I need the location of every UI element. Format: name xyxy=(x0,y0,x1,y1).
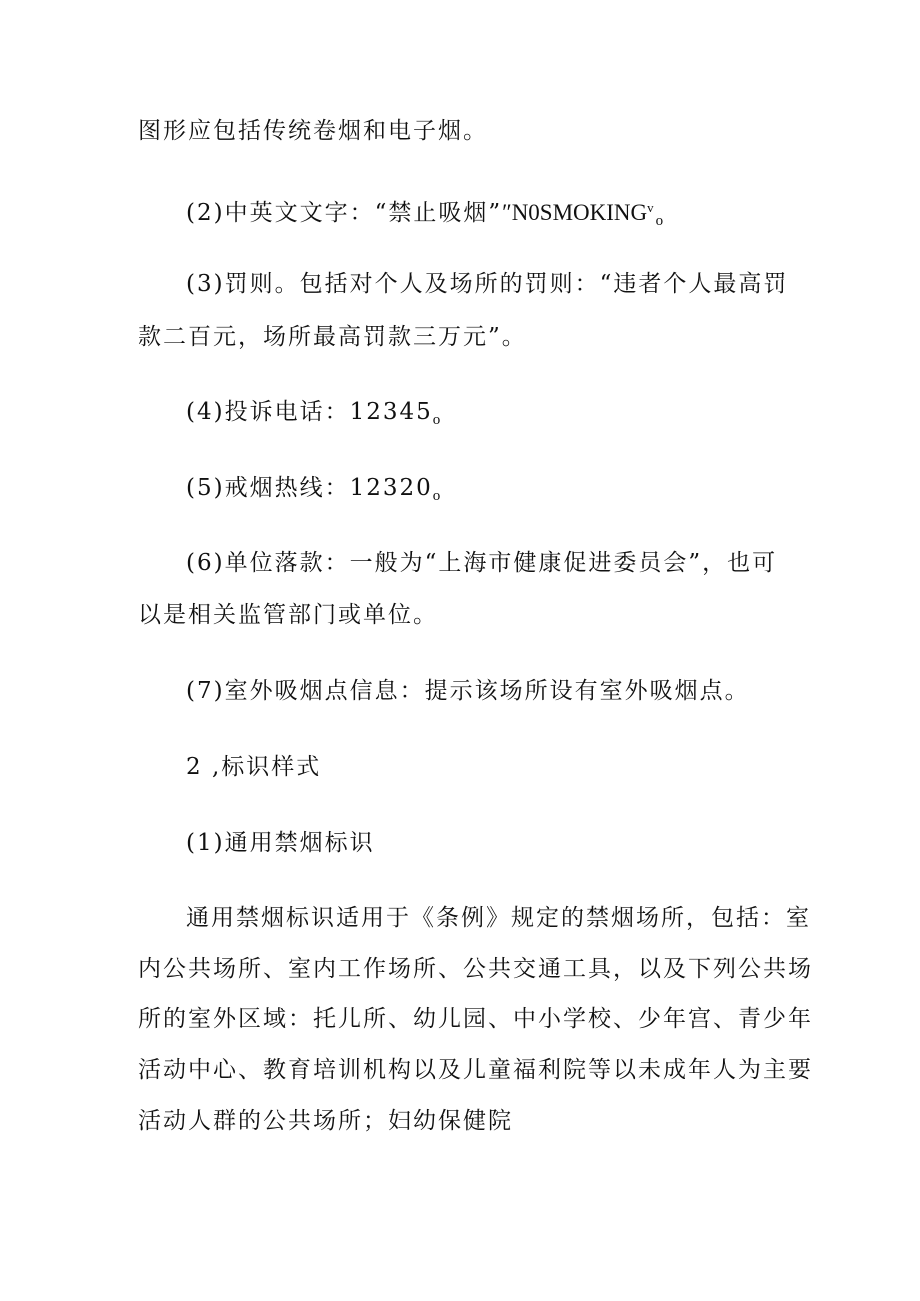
line-text: 所的室外区域：托儿所、幼儿园、中小学校、少年宫、青少年 xyxy=(138,1006,813,1032)
line-text: 以是相关监管部门或单位。 xyxy=(138,602,438,628)
line-text: (1)通用禁烟标识 xyxy=(186,830,375,856)
period-mark: o xyxy=(432,488,443,504)
text-line xyxy=(186,548,777,578)
line-text: 图形应包括传统卷烟和电子烟。 xyxy=(138,118,488,144)
line-text: 款二百元，场所最高罚款三万元”。 xyxy=(138,324,527,350)
line-text: (6)单位落款：一般为“上海市健康促进委员会”，也可 xyxy=(186,550,778,576)
subsection-heading xyxy=(186,828,375,858)
text-line xyxy=(138,116,488,146)
text-line xyxy=(186,269,788,299)
text-line xyxy=(138,1004,813,1034)
line-text: 2 ,标识样式 xyxy=(186,754,322,780)
text-line xyxy=(186,473,442,511)
english-text: ″N0SMOKING xyxy=(502,200,648,225)
period-mark: o xyxy=(655,213,666,229)
line-text: (2)中英文文字：“禁止吸烟” xyxy=(186,200,503,226)
superscript-mark: v xyxy=(647,200,656,215)
text-line xyxy=(186,193,665,236)
line-text: (7)室外吸烟点信息：提示该场所设有室外吸烟点。 xyxy=(186,678,750,704)
line-text: (4)投诉电话：12345 xyxy=(186,399,433,425)
section-heading xyxy=(186,752,321,782)
text-line xyxy=(138,1106,513,1136)
text-line xyxy=(138,600,438,630)
text-line xyxy=(186,903,811,933)
text-line xyxy=(186,397,442,435)
text-line xyxy=(138,954,813,984)
line-text: 内公共场所、室内工作场所、公共交通工具，以及下列公共场 xyxy=(138,956,813,982)
line-text: 通用禁烟标识适用于《条例》规定的禁烟场所，包括：室 xyxy=(186,905,811,931)
text-line xyxy=(186,676,750,706)
line-text: 活动人群的公共场所；妇幼保健院 xyxy=(138,1108,513,1134)
line-text: (5)戒烟热线：12320 xyxy=(186,475,433,501)
line-text: 活动中心、教育培训机构以及儿童福利院等以未成年人为主要 xyxy=(138,1057,813,1083)
period-mark: o xyxy=(432,412,443,428)
line-text: (3)罚则。包括对个人及场所的罚则：“违者个人最高罚 xyxy=(186,271,789,297)
text-line xyxy=(138,1055,813,1085)
text-line xyxy=(138,322,527,352)
